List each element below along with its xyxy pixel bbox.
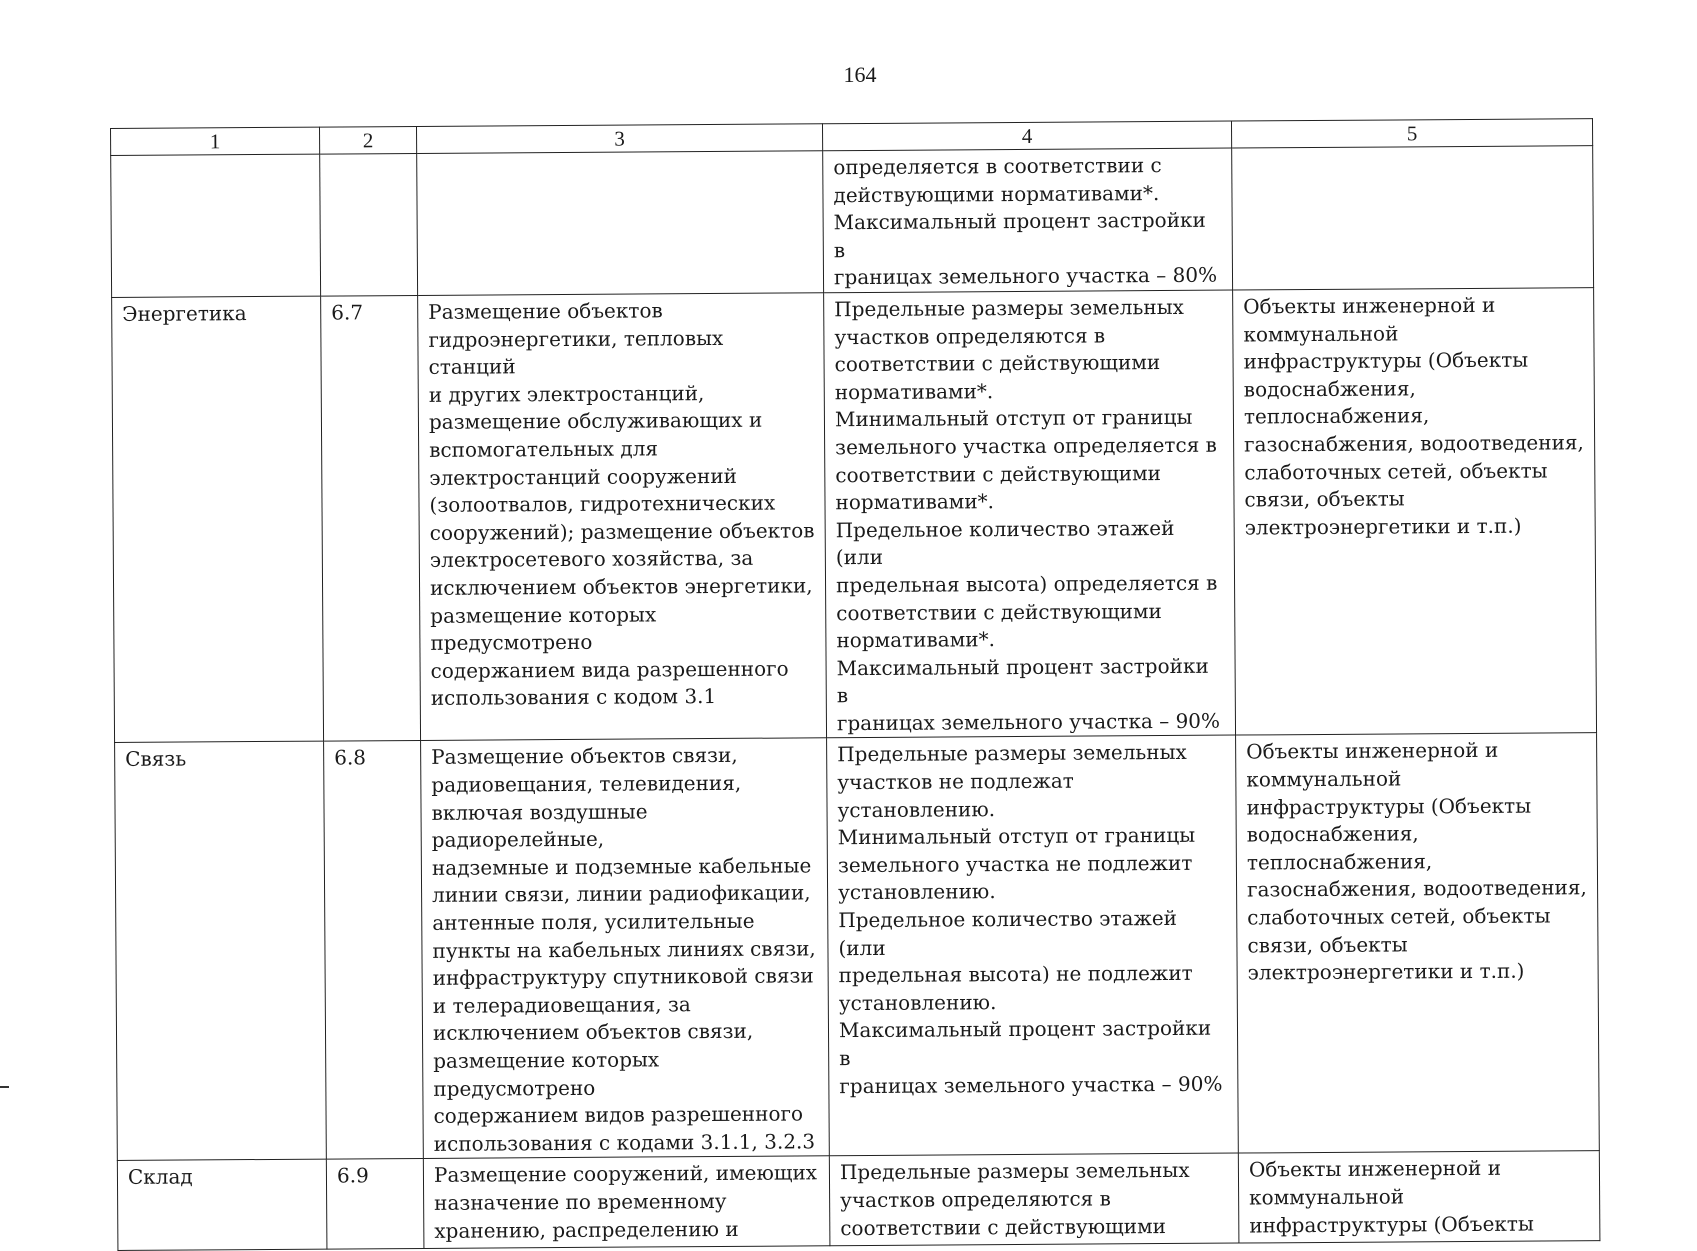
header-cell: 2 [319,126,416,154]
auxiliary-objects-cell [1232,146,1594,290]
use-description-cell: Размещение объектов гидроэнергетики, тепловых станций и других электростанций, размещение обслуживающих и вспомогательных для электростанций сооружений (золоотвалов, гидротехнических сооружений); размещение объектов электросетевого хозяйства, за исключением объектов энергетики, размещение которых предусмотрено содержанием вида разрешенного использования с кодом 3.1 [418,293,827,741]
auxiliary-objects-cell: Объекты инженерной и коммунальной инфраструктуры (Объекты водоснабжения, теплоснабжения, газоснабжения, водоотведения, слаботочных сетей, объекты связи, объекты электроэнергетики и т.п.) [1236,733,1600,1153]
header-cell: 3 [416,124,822,154]
scan-margin-mark [0,1086,9,1088]
use-description-cell: Размещение объектов связи, радиовещания, телевидения, включая воздушные радиорелейные, надземные и подземные кабельные линии связи, линии радиофикации, антенные поля, усилительные пункты на кабельных линиях связи, инфраструктуру спутниковой связи и телерадиовещания, за исключением объектов связи, размещение которых предусмотрено содержанием видов разрешенного использования с кодами 3.1.1, 3.2.3 [421,738,830,1159]
use-name-cell: Энергетика [112,296,324,743]
table-row [112,288,1597,743]
use-name-cell: Связь [115,742,327,1161]
parameters-cell: Предельные размеры земельных участков определяются в соответствии с действующими [829,1153,1239,1246]
use-code-cell [320,153,418,296]
parameters-cell: Предельные размеры земельных участков не подлежат установлению. Минимальный отступ от границы земельного участка не подлежит установлению. Предельное количество этажей (или предельная высота) не подлежит установлению. Максимальный процент застройки в границах земельного участка – 90% [827,736,1239,1157]
table-row [111,146,1594,298]
auxiliary-objects-cell: Объекты инженерной и коммунальной инфраструктуры (Объекты [1238,1151,1600,1243]
use-name-cell [111,154,321,297]
table-row [115,733,1600,1161]
header-cell: 4 [822,121,1231,151]
use-description-cell: Размещение сооружений, имеющих назначение по временному хранению, распределению и [423,1156,830,1249]
use-name-cell: Склад [117,1159,327,1250]
use-code-cell: 6.7 [321,295,421,741]
regulations-table [110,118,1600,1251]
parameters-cell: Предельные размеры земельных участков определяются в соответствии с действующими нормативами*. Минимальный отступ от границы земельного участка определяется в соответствии с действующими нормативами*. Предельное количество этажей (или предельная высота) определяется в соответствии с действующими нормативами*. Максимальный процент застройки в границах земельного участка – 90% [824,290,1236,738]
header-cell: 5 [1231,119,1592,148]
table-row [117,1151,1600,1251]
use-description-cell [417,151,824,296]
header-cell: 1 [111,127,320,155]
parameters-cell: определяется в соответствии с действующими нормативами*. Максимальный процент застройки в границах земельного участка – 80% [823,148,1233,293]
auxiliary-objects-cell: Объекты инженерной и коммунальной инфраструктуры (Объекты водоснабжения, теплоснабжения, газоснабжения, водоотведения, слаботочных сетей, объекты связи, объекты электроэнергетики и т.п.) [1233,288,1597,736]
page-number: 164 [843,62,877,87]
use-code-cell: 6.8 [324,741,424,1160]
use-code-cell: 6.9 [326,1159,424,1250]
